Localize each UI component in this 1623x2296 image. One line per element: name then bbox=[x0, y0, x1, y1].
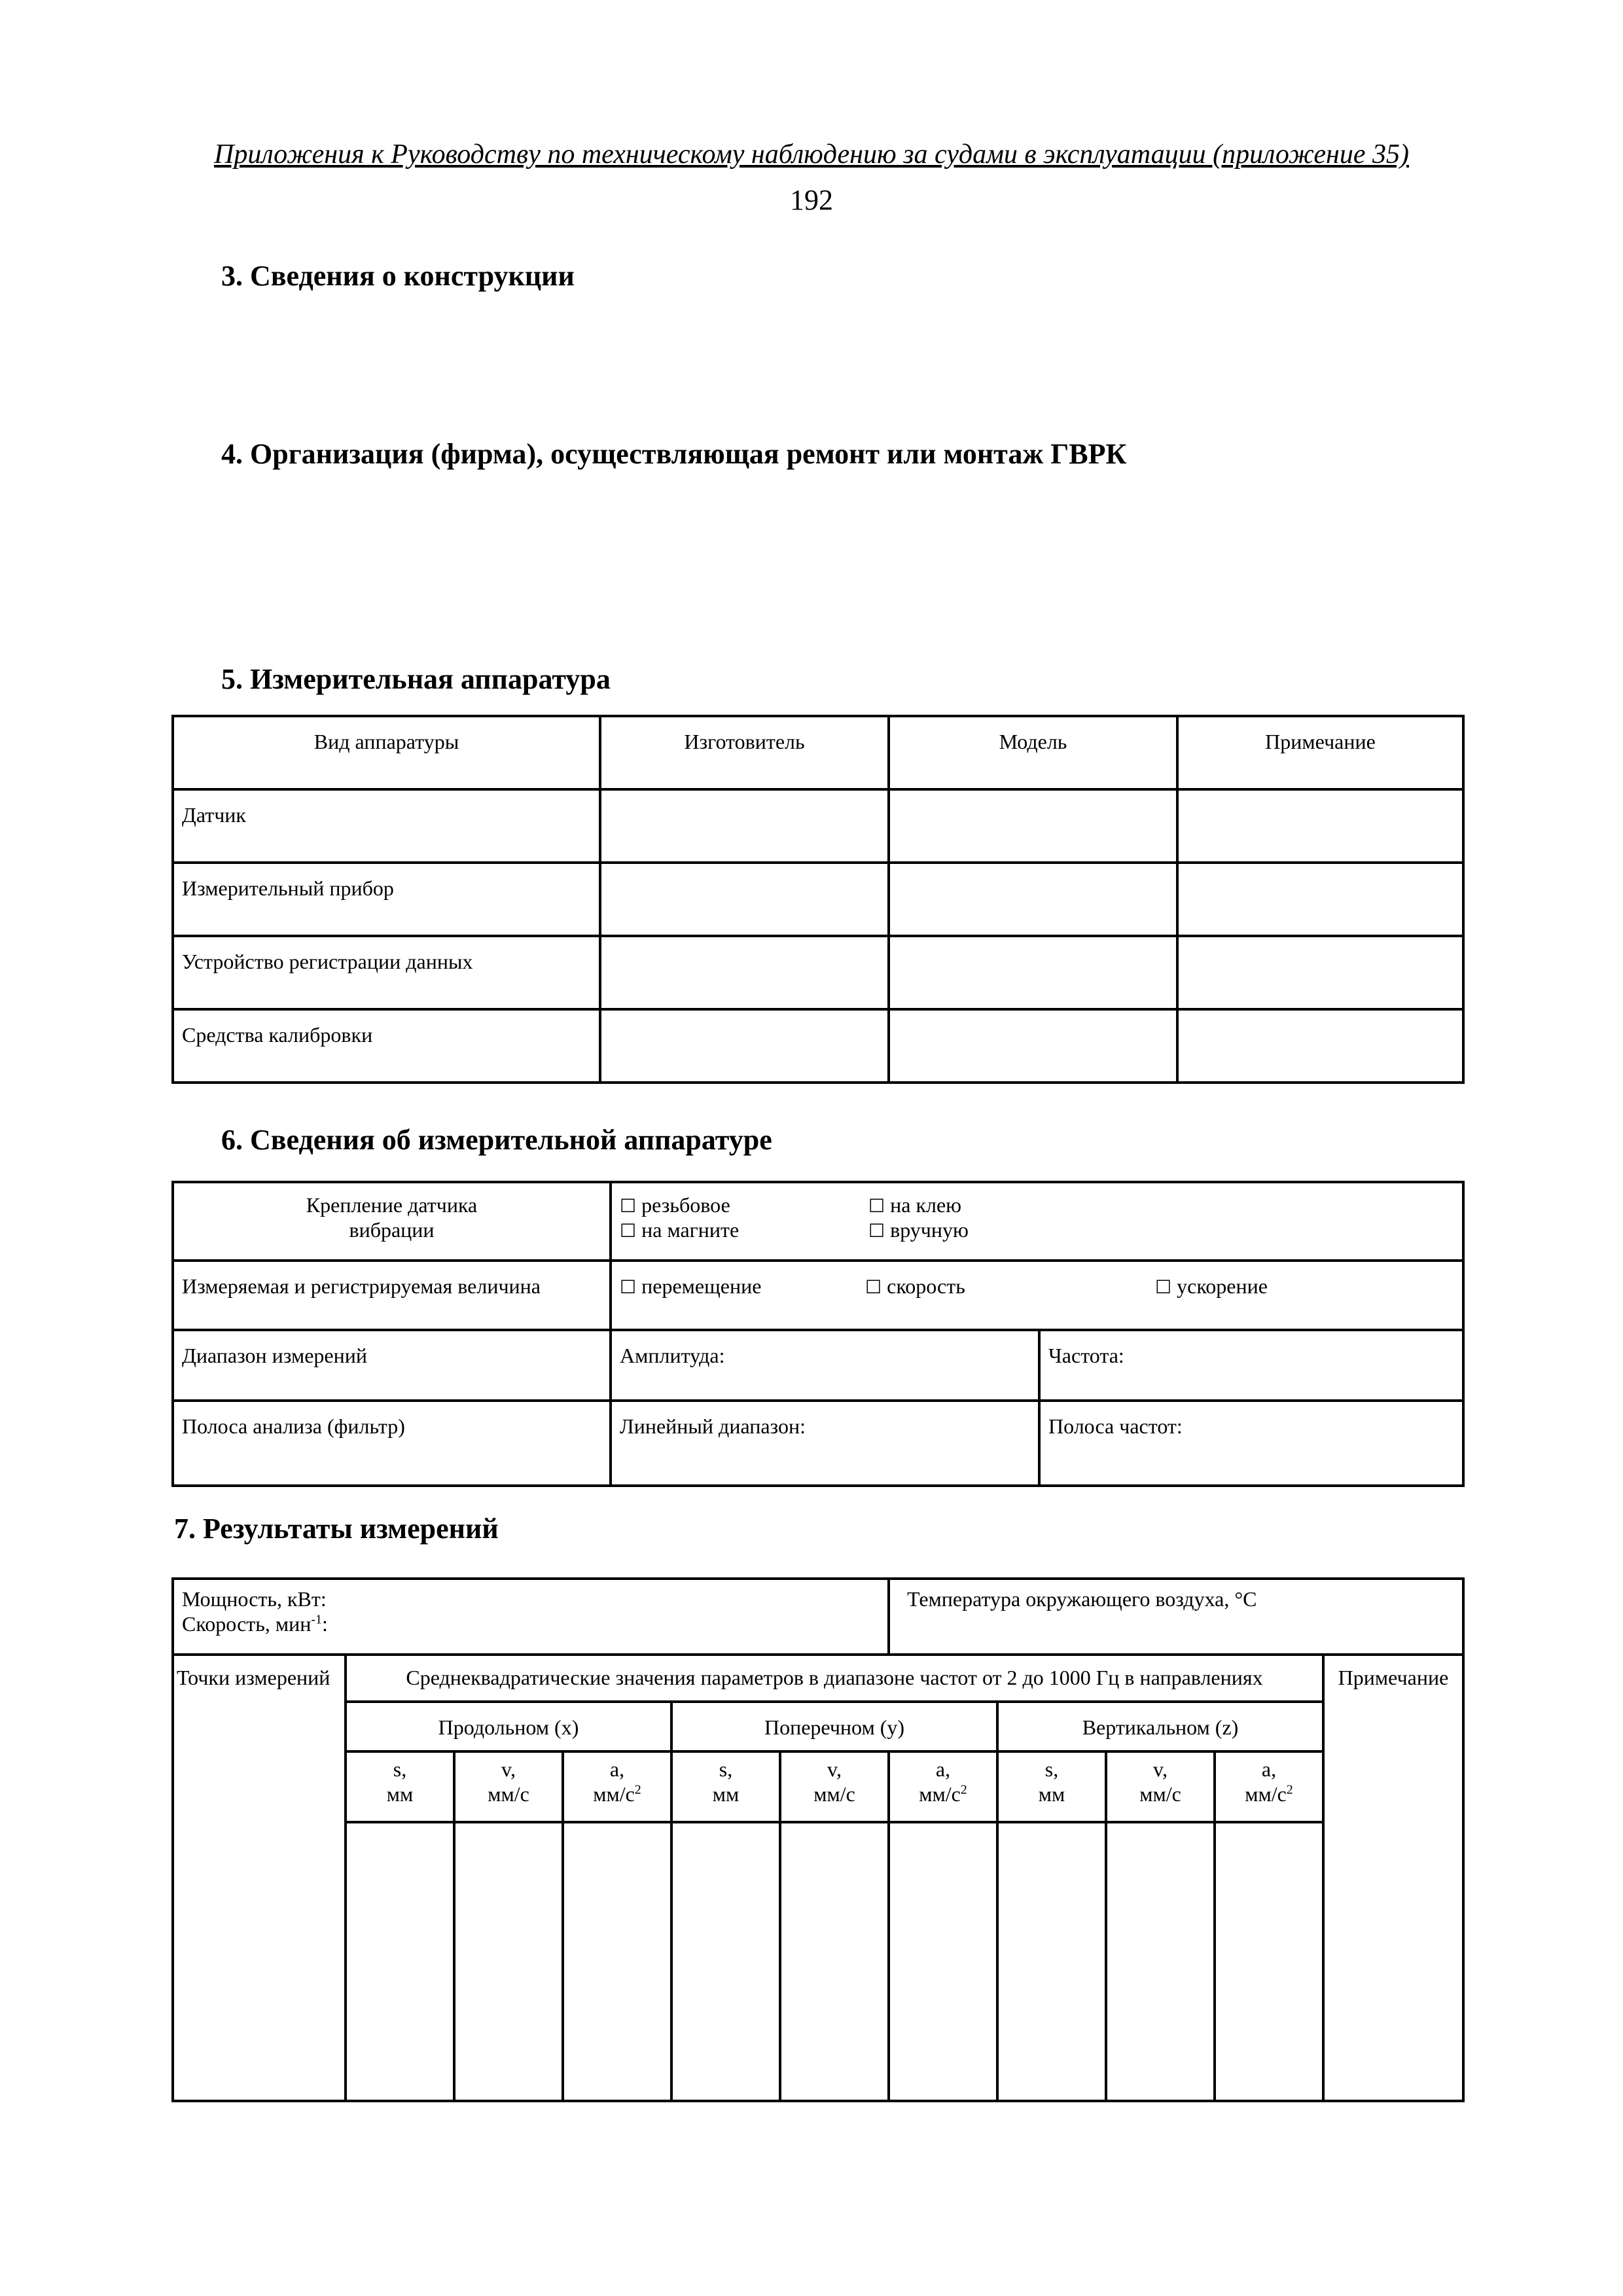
quantity-options bbox=[620, 1274, 1454, 1299]
header-model: Модель bbox=[889, 716, 1177, 789]
checkbox-icon[interactable]: ☐ bbox=[620, 1276, 637, 1298]
mount-option-magnet[interactable]: ☐ на магните bbox=[620, 1218, 740, 1242]
equipment-info-table bbox=[171, 1181, 1465, 1487]
mount-option-glue[interactable]: ☐ на клею bbox=[868, 1193, 962, 1217]
dir-z-header: Вертикальном (z) bbox=[997, 1702, 1323, 1751]
checkbox-icon[interactable]: ☐ bbox=[868, 1220, 885, 1242]
checkbox-icon[interactable]: ☐ bbox=[868, 1195, 885, 1217]
rms-header: Среднеквадратические значения параметров в диапазоне частот от 2 до 1000 Гц в направлениях bbox=[346, 1655, 1323, 1702]
data-row bbox=[173, 1822, 1463, 2101]
page-number: 192 bbox=[790, 184, 833, 216]
mount-label-line-1: Крепление датчика bbox=[306, 1193, 478, 1217]
qty-option-velocity[interactable]: ☐ скорость bbox=[865, 1274, 965, 1298]
power-label: Мощность, кВт: bbox=[182, 1587, 327, 1611]
mount-label-line-2: вибрации bbox=[349, 1218, 435, 1242]
mount-option-manual[interactable]: ☐ вручную bbox=[868, 1218, 969, 1242]
document-header: Приложения к Руководству по техническому наблюдению за судами в эксплуатации (приложение 35) bbox=[214, 139, 1409, 170]
mount-options-cell bbox=[611, 1182, 1463, 1261]
quantity-options-cell bbox=[611, 1261, 1463, 1330]
mount-options-line-2 bbox=[620, 1217, 1454, 1242]
header-note: Примечание bbox=[1177, 716, 1463, 789]
frequency-cell[interactable]: Частота: bbox=[1039, 1330, 1463, 1401]
equipment-table bbox=[171, 715, 1465, 1084]
note-cell[interactable] bbox=[1177, 936, 1463, 1009]
section-4-title: 4. Организация (фирма), осуществляющая ремонт или монтаж ГВРК bbox=[221, 438, 1127, 470]
unit-s-y: s, мм bbox=[671, 1751, 780, 1822]
quantity-row bbox=[173, 1261, 1463, 1330]
range-label: Диапазон измерений bbox=[173, 1330, 611, 1401]
unit-a-z: a, $мм/с^2$ bbox=[1215, 1751, 1323, 1822]
section-3-title: 3. Сведения о конструкции bbox=[221, 260, 575, 292]
note-cell[interactable] bbox=[1177, 1009, 1463, 1083]
value-cell[interactable] bbox=[997, 1822, 1106, 2101]
speed-label: Скорость, мин$^{-1}$: bbox=[182, 1612, 328, 1636]
row-label: Датчик bbox=[173, 789, 600, 863]
header-manufacturer: Изготовитель bbox=[600, 716, 889, 789]
dir-x-header: Продольном (x) bbox=[346, 1702, 671, 1751]
value-cell[interactable] bbox=[454, 1822, 563, 2101]
qty-option-displacement[interactable]: ☐ перемещение bbox=[620, 1274, 762, 1298]
band-label: Полоса анализа (фильтр) bbox=[173, 1401, 611, 1486]
points-column: Точки измерений bbox=[173, 1655, 346, 2101]
model-cell[interactable] bbox=[889, 863, 1177, 936]
header-row-3 bbox=[173, 1751, 1463, 1822]
freq-band-cell[interactable]: Полоса частот: bbox=[1039, 1401, 1463, 1486]
section-5-title: 5. Измерительная аппаратура bbox=[221, 663, 611, 695]
qty-option-acceleration[interactable]: ☐ ускорение bbox=[1155, 1274, 1268, 1298]
manufacturer-cell[interactable] bbox=[600, 1009, 889, 1083]
value-cell[interactable] bbox=[1215, 1822, 1323, 2101]
unit-s-z: s, мм bbox=[997, 1751, 1106, 1822]
band-row bbox=[173, 1401, 1463, 1486]
value-cell[interactable] bbox=[780, 1822, 889, 2101]
manufacturer-cell[interactable] bbox=[600, 936, 889, 1009]
unit-v-x: v, мм/с bbox=[454, 1751, 563, 1822]
model-cell[interactable] bbox=[889, 789, 1177, 863]
unit-v-z: v, мм/с bbox=[1106, 1751, 1215, 1822]
results-table bbox=[171, 1577, 1465, 2102]
model-cell[interactable] bbox=[889, 1009, 1177, 1083]
header-row-1 bbox=[173, 1655, 1463, 1702]
table-row bbox=[173, 1009, 1463, 1083]
manufacturer-cell[interactable] bbox=[600, 863, 889, 936]
value-cell[interactable] bbox=[889, 1822, 997, 2101]
note-cell[interactable] bbox=[1177, 863, 1463, 936]
row-label: Измерительный прибор bbox=[173, 863, 600, 936]
speed-superscript: -1 bbox=[311, 1612, 323, 1627]
table-row bbox=[173, 936, 1463, 1009]
conditions-row bbox=[173, 1579, 1463, 1655]
temperature-cell[interactable]: Температура окружающего воздуха, °С bbox=[889, 1579, 1463, 1655]
range-row bbox=[173, 1330, 1463, 1401]
note-column: Примечание bbox=[1323, 1655, 1463, 2101]
manufacturer-cell[interactable] bbox=[600, 789, 889, 863]
checkbox-icon[interactable]: ☐ bbox=[865, 1276, 882, 1298]
mount-row bbox=[173, 1182, 1463, 1261]
header-equipment-type: Вид аппаратуры bbox=[173, 716, 600, 789]
value-cell[interactable] bbox=[563, 1822, 671, 2101]
value-cell[interactable] bbox=[671, 1822, 780, 2101]
table-header-row bbox=[173, 716, 1463, 789]
section-6-title: 6. Сведения об измерительной аппаратуре bbox=[221, 1124, 772, 1156]
unit-s-x: s, мм bbox=[346, 1751, 454, 1822]
dir-y-header: Поперечном (y) bbox=[671, 1702, 997, 1751]
table-row bbox=[173, 789, 1463, 863]
table-row bbox=[173, 863, 1463, 936]
mount-label-cell bbox=[173, 1182, 611, 1261]
mount-options-line-1 bbox=[620, 1193, 1454, 1217]
note-cell[interactable] bbox=[1177, 789, 1463, 863]
amplitude-cell[interactable]: Амплитуда: bbox=[611, 1330, 1039, 1401]
checkbox-icon[interactable]: ☐ bbox=[620, 1195, 637, 1217]
value-cell[interactable] bbox=[1106, 1822, 1215, 2101]
model-cell[interactable] bbox=[889, 936, 1177, 1009]
header-row-2 bbox=[173, 1702, 1463, 1751]
checkbox-icon[interactable]: ☐ bbox=[1155, 1276, 1172, 1298]
unit-a-x: a, $мм/с^2$ bbox=[563, 1751, 671, 1822]
checkbox-icon[interactable]: ☐ bbox=[620, 1220, 637, 1242]
mount-option-threaded[interactable]: ☐ резьбовое bbox=[620, 1193, 730, 1217]
value-cell[interactable] bbox=[346, 1822, 454, 2101]
row-label: Устройство регистрации данных bbox=[173, 936, 600, 1009]
unit-v-y: v, мм/с bbox=[780, 1751, 889, 1822]
unit-a-y: a, $мм/с^2$ bbox=[889, 1751, 997, 1822]
quantity-label: Измеряемая и регистрируемая величина bbox=[173, 1261, 611, 1330]
linear-range-cell[interactable]: Линейный диапазон: bbox=[611, 1401, 1039, 1486]
section-7-title: 7. Результаты измерений bbox=[174, 1513, 499, 1545]
row-label: Средства калибровки bbox=[173, 1009, 600, 1083]
power-speed-cell[interactable] bbox=[173, 1579, 889, 1655]
